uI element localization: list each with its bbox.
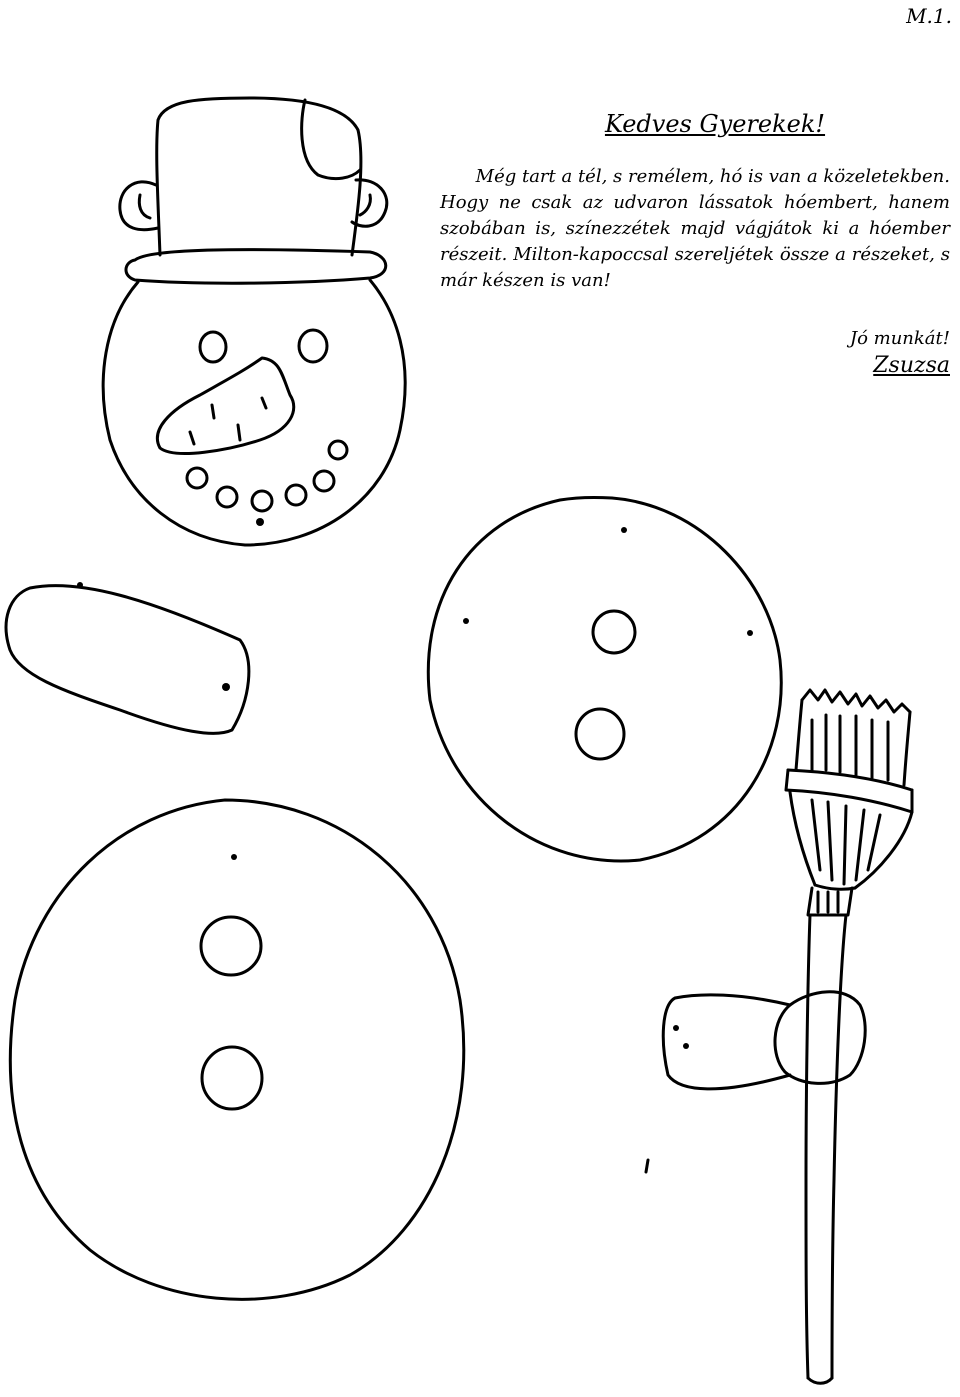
lower-body-disc (10, 800, 463, 1299)
stray-mark (646, 1160, 648, 1172)
letter-instructions: Hogy ne csak az udvaron lássatok hóembert, hanem szobában is, színezzétek majd vágjátok ki a hóember részeit. Milton-kapoccsal szereljétek össze a részeket, s már készen is van! (440, 192, 950, 291)
broom-piece (663, 690, 912, 1383)
letter-first-line: Még tart a tél, s remélem, hó is van a közeletekben. (475, 166, 950, 187)
signoff: Jó munkát! (849, 328, 950, 349)
signature: Zsuzsa (873, 353, 950, 378)
snowman-head (103, 98, 405, 545)
page-label: M.1. (906, 4, 952, 28)
arm-piece (6, 582, 249, 733)
upper-body-disc (428, 497, 781, 861)
greeting: Kedves Gyerekek! (604, 110, 826, 138)
